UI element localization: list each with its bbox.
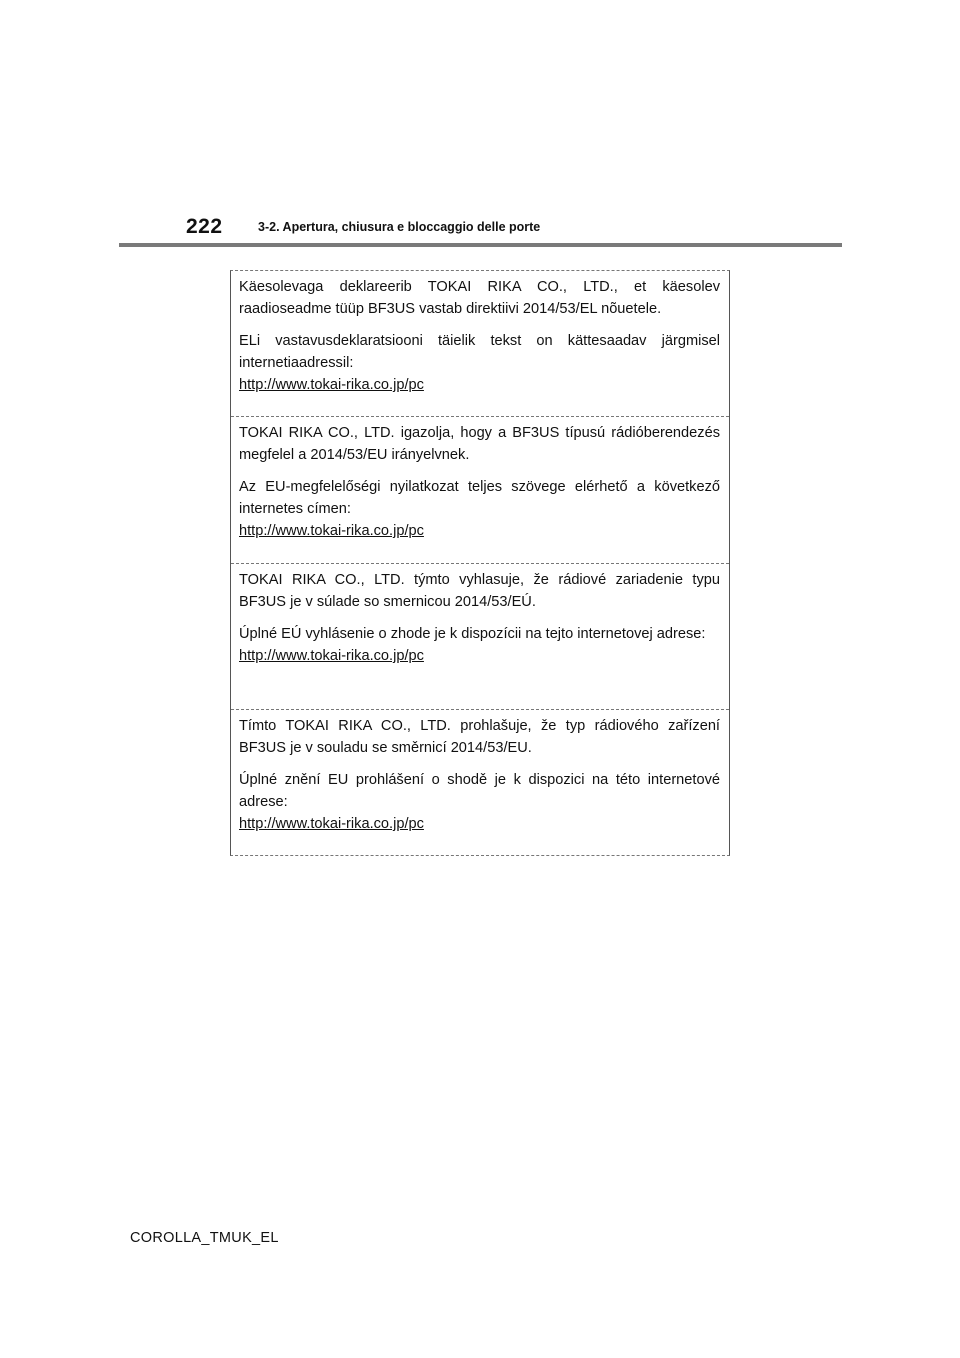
declaration-link[interactable]: http://www.tokai-rika.co.jp/pc <box>239 816 424 832</box>
declaration-statement: TOKAI RIKA CO., LTD. igazolja, hogy a BF3US típusú rádióberendezés megfelel a 2014/53/EU irányelvnek. <box>239 425 720 463</box>
header-rule <box>119 243 842 247</box>
declaration-availability: Úplné znění EU prohlášení o shodě je k dispozici na této internetové adrese: <box>239 772 720 810</box>
declaration-statement: Tímto TOKAI RIKA CO., LTD. prohlašuje, že typ rádiového zařízení BF3US je v souladu se směrnicí 2014/53/EU. <box>239 718 720 756</box>
declaration-statement: TOKAI RIKA CO., LTD. týmto vyhlasuje, že rádiové zariadenie typu BF3US je v súlade so smernicou 2014/53/EÚ. <box>239 572 720 610</box>
declaration-hungarian <box>231 416 729 542</box>
declaration-czech <box>231 709 729 835</box>
declaration-link[interactable]: http://www.tokai-rika.co.jp/pc <box>239 648 424 664</box>
declaration-availability: Az EU-megfelelőségi nyilatkozat teljes szövege elérhető a következő internetes címen: <box>239 479 720 517</box>
declaration-availability: ELi vastavusdeklaratsiooni täielik tekst on kättesaadav järgmisel internetiaadressil: <box>239 333 720 371</box>
declaration-slovak <box>231 563 729 667</box>
declaration-link[interactable]: http://www.tokai-rika.co.jp/pc <box>239 523 424 539</box>
document-code: COROLLA_TMUK_EL <box>130 1230 279 1246</box>
declaration-link[interactable]: http://www.tokai-rika.co.jp/pc <box>239 377 424 393</box>
declaration-box <box>230 270 730 856</box>
section-title: 3-2. Apertura, chiusura e bloccaggio delle porte <box>258 220 541 234</box>
declaration-availability: Úplné EÚ vyhlásenie o zhode je k dispozícii na tejto internetovej adrese: <box>239 626 706 642</box>
page-number: 222 <box>186 215 223 238</box>
declaration-statement: Käesolevaga deklareerib TOKAI RIKA CO., LTD., et käesolev raadioseadme tüüp BF3US vastab direktiivi 2014/53/EL nõuetele. <box>239 279 720 317</box>
declaration-estonian <box>231 276 729 396</box>
